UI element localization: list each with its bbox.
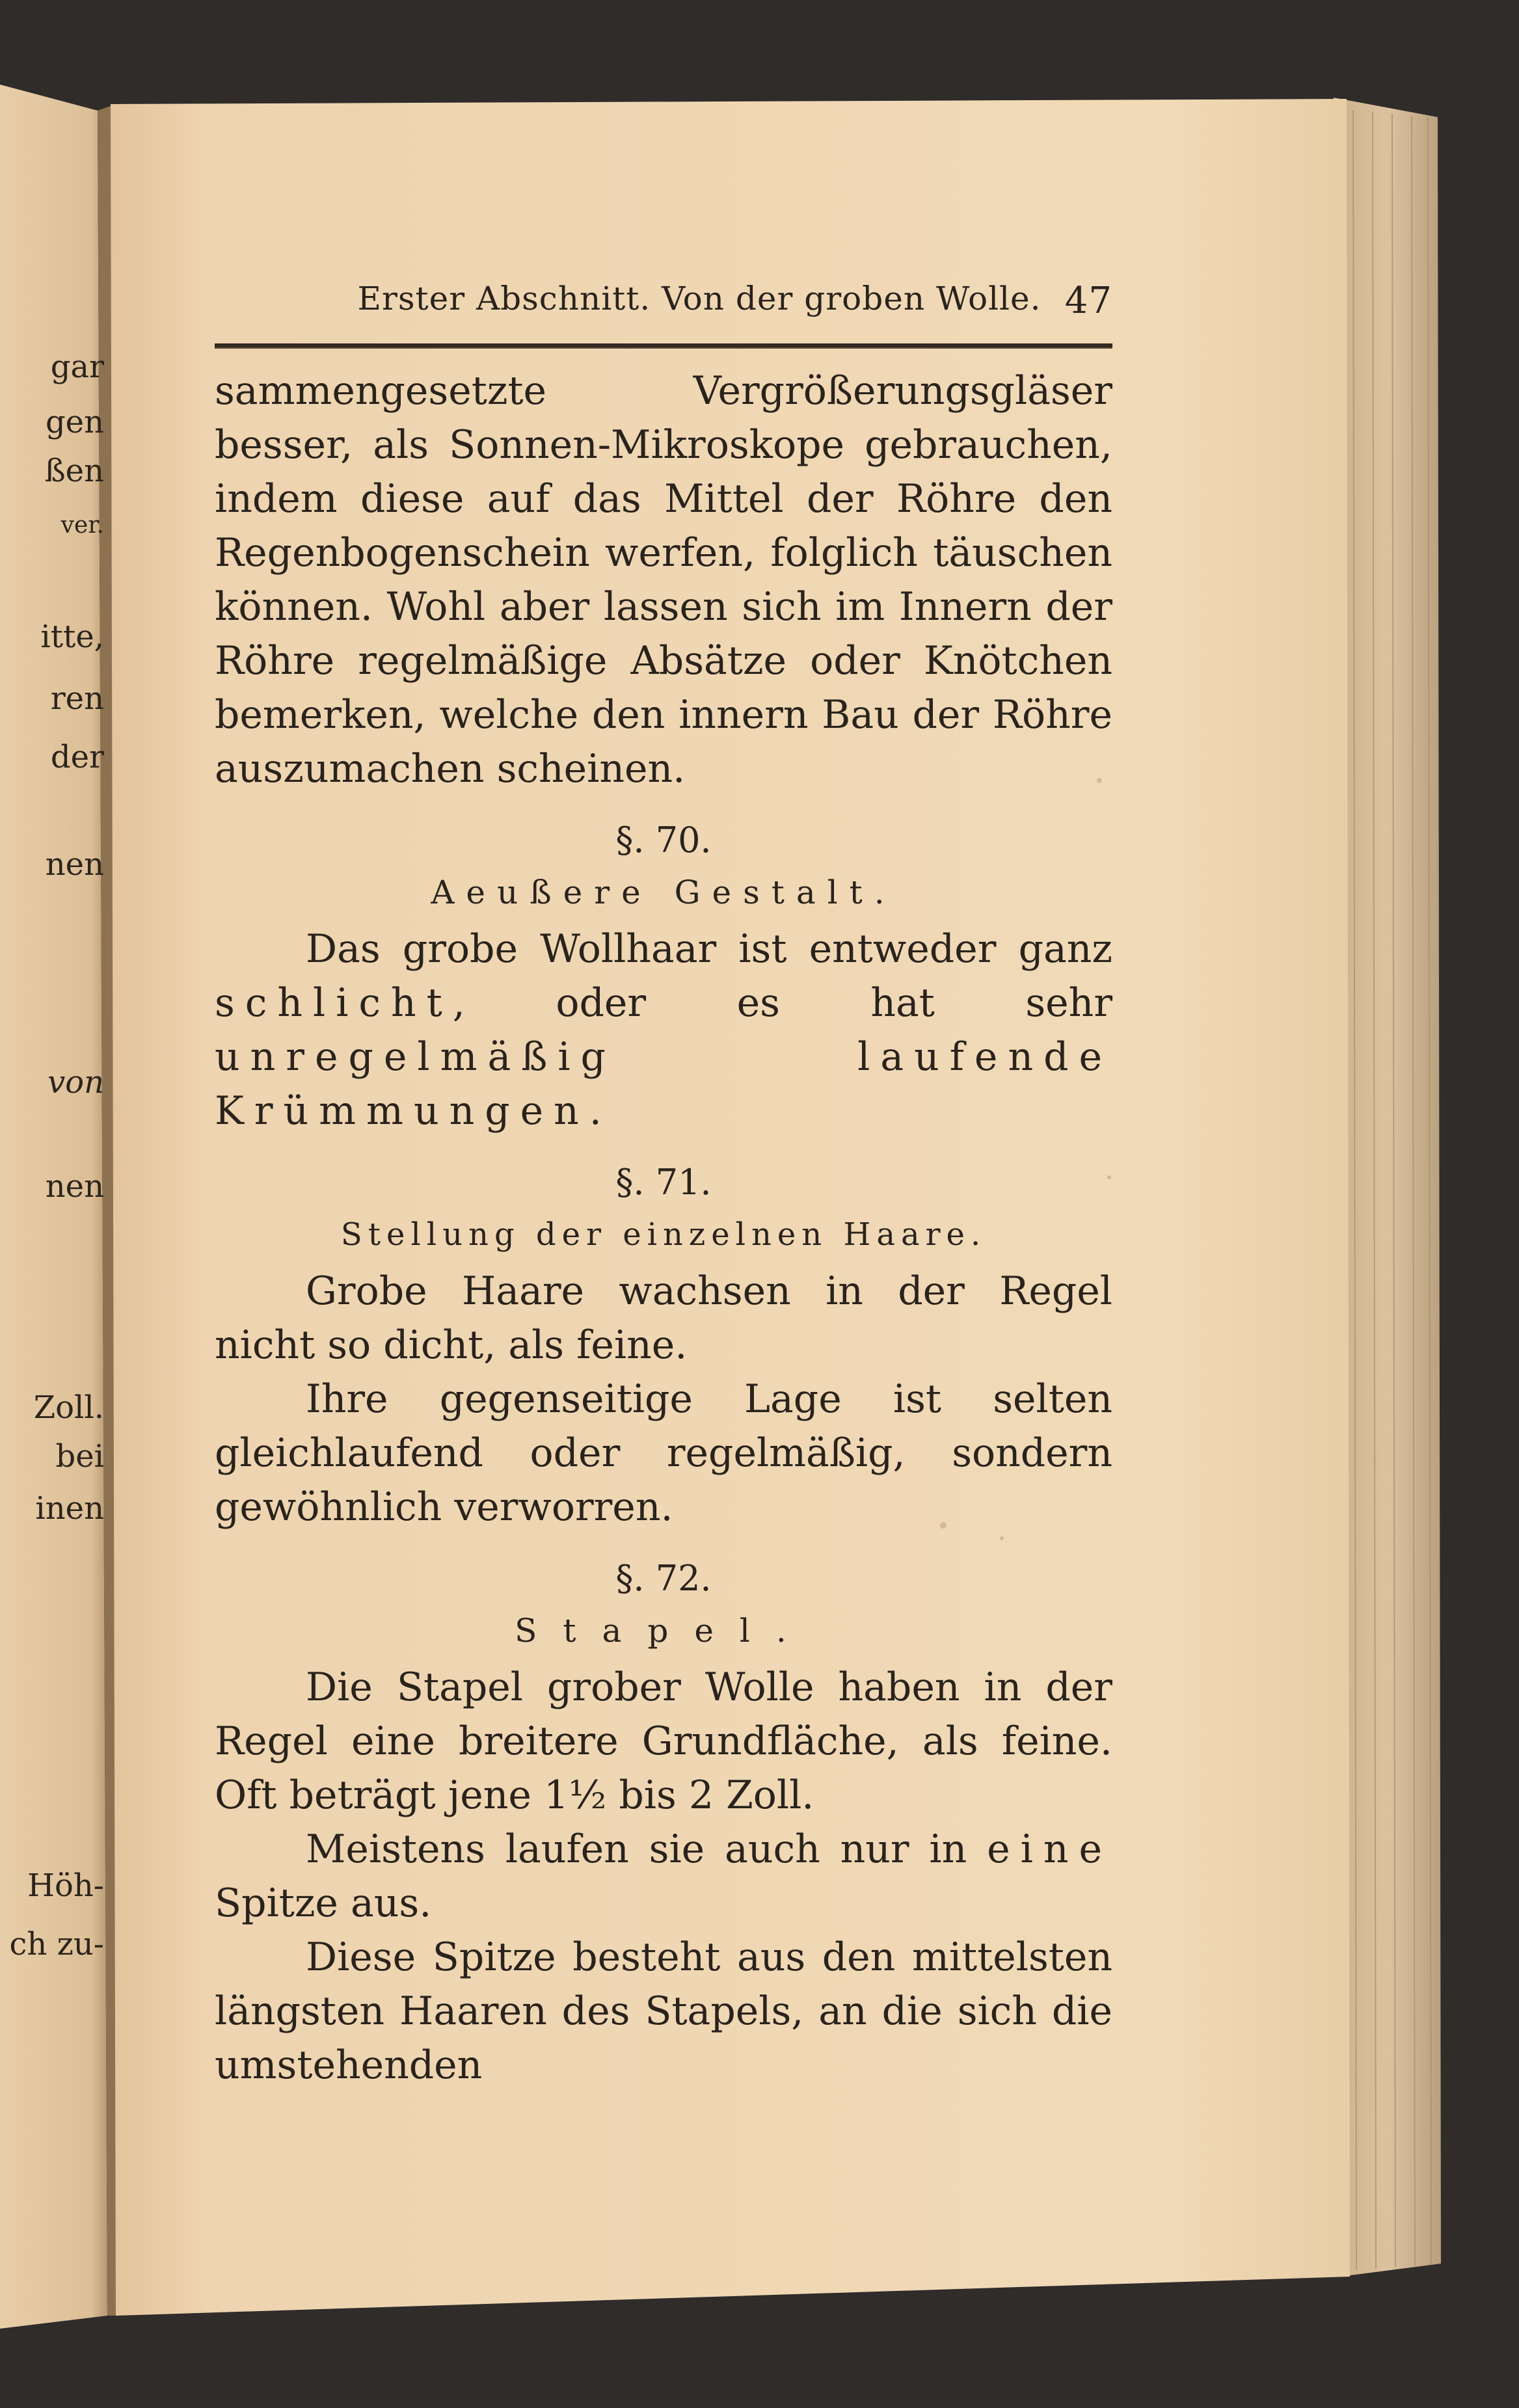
facing-page-fragment: ßen <box>44 453 104 489</box>
facing-page-fragment: gen <box>45 404 104 440</box>
facing-page-fragment: bei <box>55 1438 104 1475</box>
page-content <box>215 280 1112 2093</box>
emphasis-spaced: unregelmäßig laufende Krümmungen <box>215 1034 1112 1134</box>
facing-page-fragment: inen <box>35 1490 104 1527</box>
running-title: Erster Abschnitt. Von der groben Wolle. <box>357 280 1042 317</box>
opening-paragraph: sammengesetzte Vergrößerungsgläser besser, als Sonnen-Mikroskope gebrauchen, indem diese auf das Mittel der Röhre den Regenbogenschein werfen, folglich täuschen können. Wohl aber lassen sich im Innern der Röhre regelmäßige Absätze oder Knötchen bemerken, welche den innern Bau der Röhre auszumachen scheinen. <box>215 368 1112 792</box>
facing-page-fragment: gar <box>50 349 104 385</box>
running-header <box>215 280 1112 332</box>
facing-page-fragment: der <box>50 739 104 775</box>
header-rule <box>215 343 1112 349</box>
section-paragraph: Ihre gegenseitige Lage ist selten gleichlaufend oder regelmäßig, sondern gewöhnlich verworren. <box>215 1376 1112 1530</box>
page-number: 47 <box>1064 280 1112 322</box>
section-paragraph: Das grobe Wollhaar ist entweder ganz schlicht, oder es hat sehr unregelmäßig laufende Krümmungen. <box>215 926 1112 1134</box>
emphasis-spaced: eine <box>987 1826 1112 1872</box>
section-title: Stapel. <box>515 1612 813 1650</box>
section-title: Aeußere Gestalt. <box>431 874 896 911</box>
facing-page-fragment: nen <box>45 1168 104 1205</box>
section-number: §. 71. <box>615 1162 712 1203</box>
section-number: §. 72. <box>615 1558 712 1599</box>
facing-page-fragment: Höh- <box>27 1867 104 1904</box>
facing-page-fragment: nen <box>45 846 104 883</box>
facing-page-fragment: Zoll. <box>33 1389 104 1426</box>
section-paragraph: Die Stapel grober Wolle haben in der Regel eine breitere Grundfläche, als feine. Oft beträgt jene 1½ bis 2 Zoll. <box>215 1665 1112 1818</box>
facing-page-fragment: ver. <box>60 512 104 539</box>
section-paragraph: Grobe Haare wachsen in der Regel nicht so dicht, als feine. <box>215 1268 1112 1368</box>
facing-page-fragment: ren <box>50 680 104 717</box>
facing-page-fragment: von <box>47 1064 104 1101</box>
facing-page-fragment: ch zu- <box>9 1926 104 1962</box>
facing-page-fragment: itte, <box>40 619 104 655</box>
section-paragraph: Diese Spitze besteht aus den mittelsten längsten Haaren des Stapels, an die sich die umstehenden <box>215 1934 1112 2088</box>
section-title: Stellung der einzelnen Haare. <box>340 1216 987 1253</box>
emphasis-spaced: schlicht <box>215 980 453 1026</box>
section-paragraph: Meistens laufen sie auch nur in eine Spitze aus. <box>215 1826 1112 1926</box>
section-number: §. 70. <box>615 820 712 861</box>
